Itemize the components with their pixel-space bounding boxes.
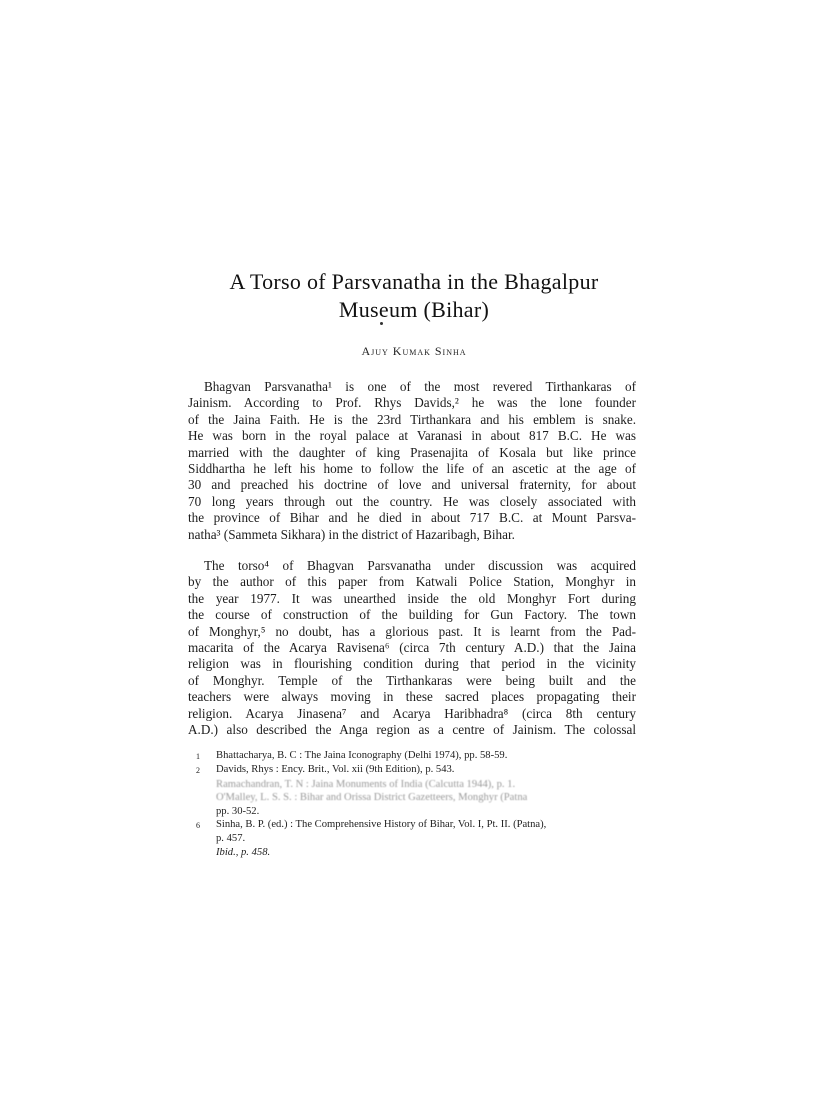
paragraph-line: He was born in the royal palace at Varanasi in about 817 B.C. He was <box>188 428 636 444</box>
footnote-number: 2 <box>196 766 200 776</box>
footnote-text-faded: O'Malley, L. S. S. : Bihar and Orissa District Gazetteers, Monghyr (Patna <box>216 792 528 804</box>
footnote <box>196 791 644 804</box>
footnotes <box>196 749 644 859</box>
footnote-number <box>196 832 216 845</box>
article-title-line-2: Museum (Bihar) <box>338 297 490 322</box>
paragraph-line: Siddhartha he left his home to follow the life of an ascetic at the age of <box>188 461 636 477</box>
footnote <box>196 749 644 763</box>
footnote-number <box>196 791 216 804</box>
article-author: Ajuy Kumak Sinha <box>361 344 467 358</box>
footnote <box>196 846 644 859</box>
paragraph-line: by the author of this paper from Katwali Police Station, Monghyr in <box>188 574 636 590</box>
footnote <box>196 818 644 832</box>
footnote-number <box>196 805 216 818</box>
footnote-number <box>196 846 216 859</box>
footnote-text-faded: Ramachandran, T. N : Jaina Monuments of India (Calcutta 1944), p. 1. <box>216 778 516 790</box>
paragraph-line: A.D.) also described the Anga region as a centre of Jainism. The colossal <box>188 722 636 738</box>
footnote <box>196 778 644 791</box>
footnote-text: Ibid., p. 458. <box>216 846 271 858</box>
paragraph-line: the province of Bihar and he died in about 717 B.C. at Mount Parsva- <box>188 510 636 526</box>
paragraph-line: the year 1977. It was unearthed inside the old Monghyr Fort during <box>188 590 636 606</box>
paragraph-line: macarita of the Acarya Ravisena⁶ (circa 7th century A.D.) that the Jaina <box>188 640 636 656</box>
footnote-text: Sinha, B. P. (ed.) : The Comprehensive History of Bihar, Vol. I, Pt. II. (Patna), <box>216 819 547 831</box>
footnote-number: 6 <box>196 821 200 831</box>
footnote <box>196 832 644 845</box>
paragraph-line: natha³ (Sammeta Sikhara) in the district of Hazaribagh, Bihar. <box>188 526 515 542</box>
paragraph-line: religion was in flourishing condition during that period in the vicinity <box>188 656 636 672</box>
footnote-text: pp. 30-52. <box>216 805 260 817</box>
paragraph-line: the course of construction of the building for Gun Factory. The town <box>188 607 636 623</box>
paragraph-line: religion. Acarya Jinasena⁷ and Acarya Haribhadra⁸ (circa 8th century <box>188 705 636 721</box>
paragraph-line: The torso⁴ of Bhagvan Parsvanatha under discussion was acquired <box>204 558 636 573</box>
paragraph-line: 30 and preached his doctrine of love and universal fraternity, for about <box>188 477 636 493</box>
footnote <box>196 763 644 777</box>
footnote-text: Bhattacharya, B. C : The Jaina Iconography (Delhi 1974), pp. 58-59. <box>216 750 508 761</box>
article-title-line-1: A Torso of Parsvanatha in the Bhagalpur <box>229 269 599 294</box>
footnote-number <box>196 778 216 791</box>
paragraph-line: of Monghyr. Temple of the Tirthankaras were being built and the <box>188 672 636 688</box>
paragraph-line: teachers were always moving in these sacred places propagating their <box>188 689 636 705</box>
paragraph-line: of Monghyr,⁵ no doubt, has a glorious past. It is learnt from the Pad- <box>188 623 636 639</box>
paragraph-line: Bhagvan Parsvanatha¹ is one of the most revered Tirthankaras of <box>204 379 636 394</box>
body-paragraph-1 <box>188 379 636 543</box>
footnote <box>196 805 644 818</box>
paragraph-line: married with the daughter of king Prasenajita of Kosala but like prince <box>188 444 636 460</box>
paragraph-line: Jainism. According to Prof. Rhys Davids,² he was the lone founder <box>188 395 636 411</box>
print-speck <box>380 322 383 325</box>
footnote-number: 1 <box>196 752 200 761</box>
body-paragraph-2 <box>188 558 636 738</box>
footnote-text: Davids, Rhys : Ency. Brit., Vol. xii (9th Edition), p. 543. <box>216 764 455 776</box>
footnote-text: p. 457. <box>216 833 246 845</box>
paragraph-line: 70 long years through out the country. He was closely associated with <box>188 493 636 509</box>
paragraph-line: of the Jaina Faith. He is the 23rd Tirthankara and his emblem is snake. <box>188 411 636 427</box>
